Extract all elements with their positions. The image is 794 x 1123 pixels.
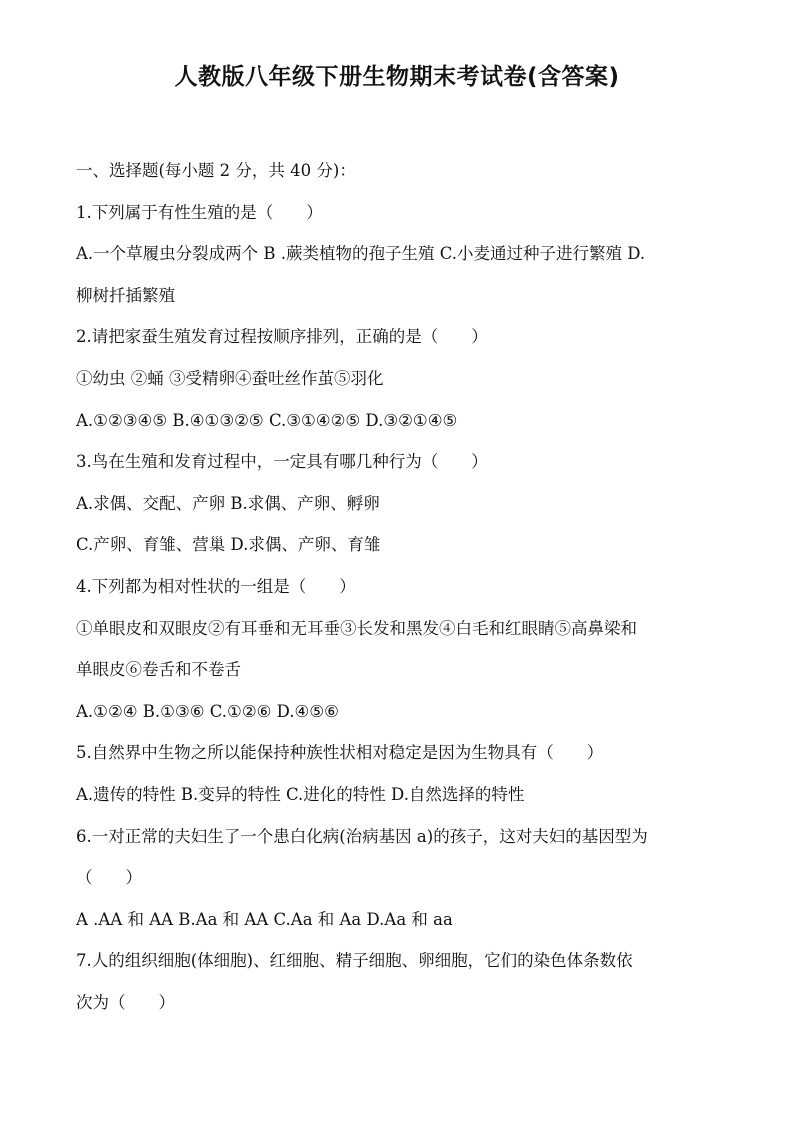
question-options: 柳树扦插繁殖 xyxy=(76,285,175,305)
question-2 xyxy=(76,316,728,441)
question-options: A.①②③④⑤ B.④①③②⑤ C.③①④②⑤ D.③②①④⑤ xyxy=(76,410,458,430)
question-options: A.①②④ B.①③⑥ C.①②⑥ D.④⑤⑥ xyxy=(76,701,339,721)
question-blank: （ ） xyxy=(76,868,142,888)
question-options: A.一个草履虫分裂成两个 B .蕨类植物的孢子生殖 C.小麦通过种子进行繁殖 D. xyxy=(76,244,646,264)
question-4 xyxy=(76,566,728,732)
question-stem: 7.人的组织细胞(体细胞)、红细胞、精子细胞、卵细胞，它们的染色体条数依 xyxy=(76,951,633,971)
exam-body xyxy=(76,150,728,1023)
question-stem: 1.下列属于有性生殖的是（ ） xyxy=(76,202,323,222)
page-title: 人教版八年级下册生物期末考试卷(含答案) xyxy=(174,64,620,90)
question-options: C.产卵、育雏、营巢 D.求偶、产卵、育雏 xyxy=(76,535,381,555)
question-options: A.遗传的特性 B.变异的特性 C.进化的特性 D.自然选择的特性 xyxy=(76,784,525,804)
question-options: A.求偶、交配、产卵 B.求偶、产卵、孵卵 xyxy=(76,493,380,513)
question-stem: 5.自然界中生物之所以能保持种族性状相对稳定是因为生物具有（ ） xyxy=(76,743,604,763)
question-stem: 4.下列都为相对性状的一组是（ ） xyxy=(76,576,356,596)
question-options: A .AA 和 AA B.Aa 和 AA C.Aa 和 Aa D.Aa 和 aa xyxy=(76,909,453,929)
question-items: 单眼皮⑥卷舌和不卷舌 xyxy=(76,660,241,680)
question-5 xyxy=(76,732,728,815)
question-7 xyxy=(76,940,728,1023)
question-stem: 6.一对正常的夫妇生了一个患白化病(治病基因 a)的孩子，这对夫妇的基因型为 xyxy=(76,826,648,846)
question-6 xyxy=(76,816,728,941)
question-1 xyxy=(76,192,728,317)
question-blank: 次为（ ） xyxy=(76,992,175,1012)
question-3 xyxy=(76,441,728,566)
question-items: ①单眼皮和双眼皮②有耳垂和无耳垂③长发和黑发④白毛和红眼睛⑤高鼻梁和 xyxy=(76,618,637,638)
question-items: ①幼虫 ②蛹 ③受精卵④蚕吐丝作茧⑤羽化 xyxy=(76,368,384,388)
question-stem: 3.鸟在生殖和发育过程中，一定具有哪几种行为（ ） xyxy=(76,452,488,472)
section-heading: 一、选择题(每小题 2 分，共 40 分)： xyxy=(76,161,356,180)
question-stem: 2.请把家蚕生殖发育过程按顺序排列，正确的是（ ） xyxy=(76,327,488,347)
